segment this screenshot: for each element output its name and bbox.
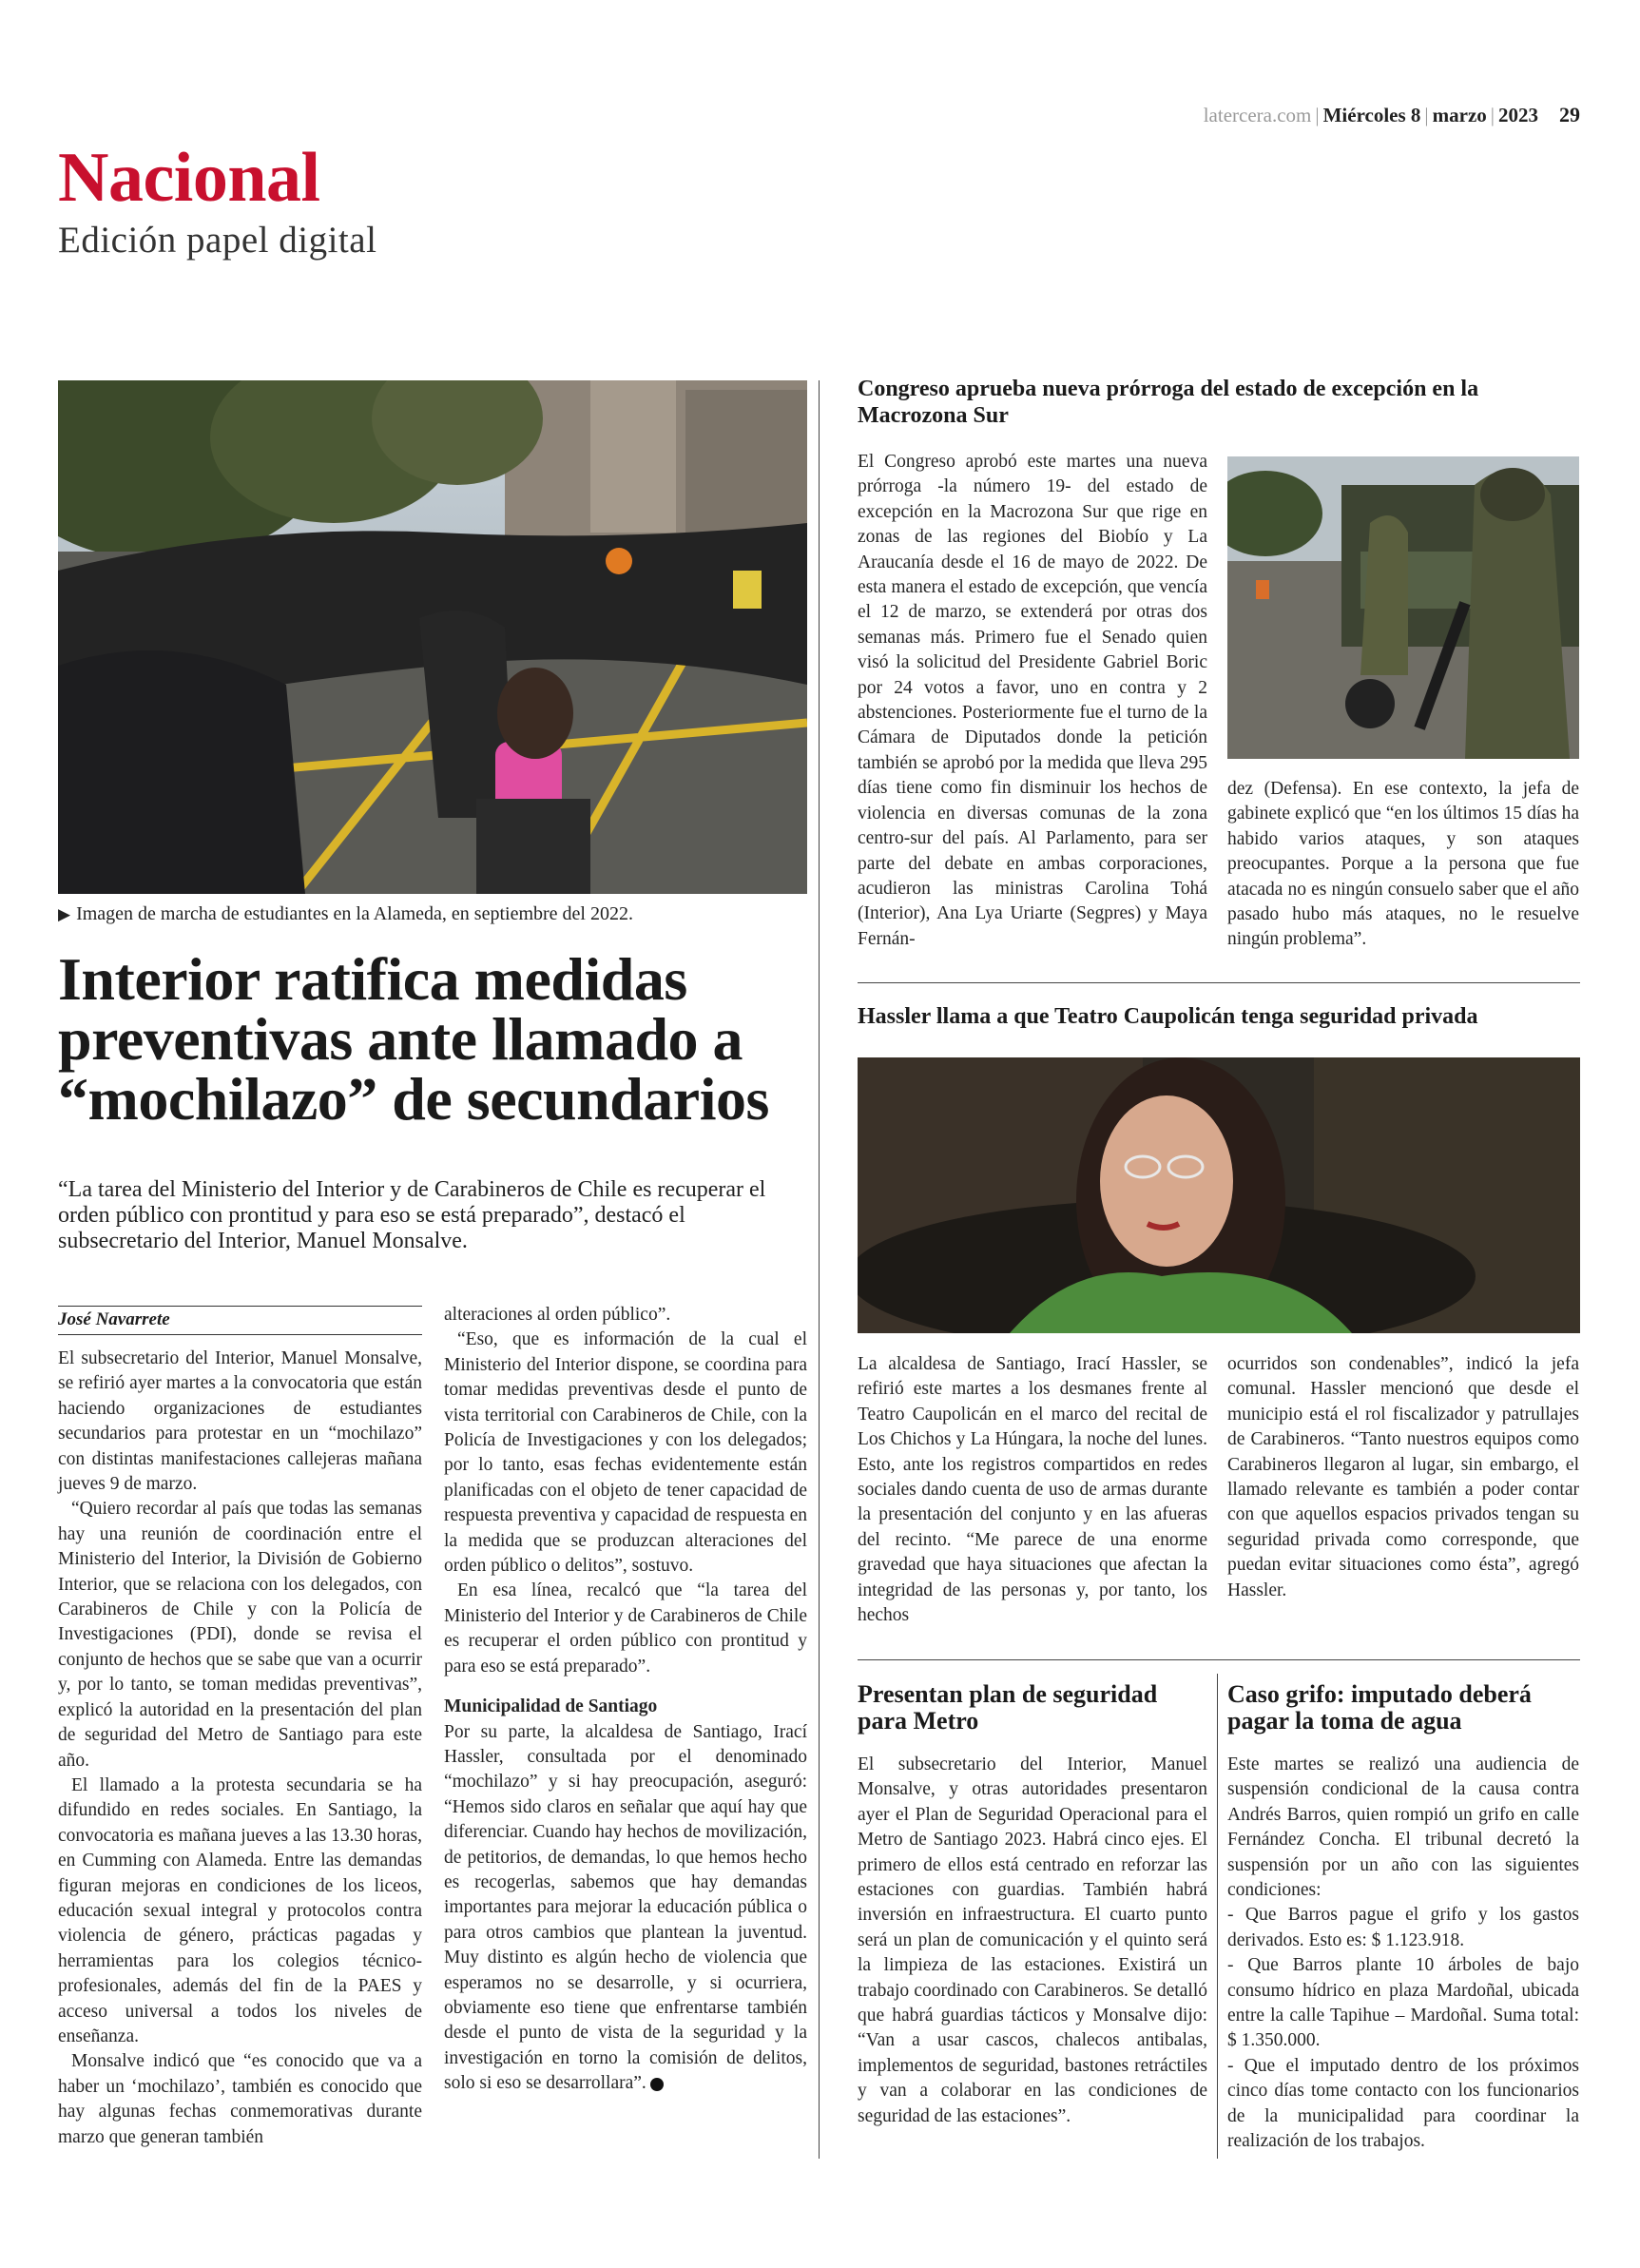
list-item: - Que el imputado dentro de los próximos cinco días tome contacto con los funcionarios de la municipalidad para coordinar la realización de los trabajos. bbox=[1227, 2055, 1579, 2152]
subhead: Municipalidad de Santiago bbox=[444, 1696, 658, 1717]
paragraph: La alcaldesa de Santiago, Irací Hassler, se refirió este martes a los desmanes frente al Teatro Caupolicán en el marco del recital de Los Chichos y La Húngara, la noche del lunes. Esto, ante los registros compartidos en redes sociales dando cuenta de uso de armas durante la presentación del conjunto y en las afueras del recinto. “Me parece de una enorme gravedad que haya situaciones que afectan la integridad de las personas y, por tanto, los hechos bbox=[858, 1354, 1207, 1626]
end-mark-icon bbox=[650, 2078, 664, 2091]
page-folio: latercera.com | Miércoles 8 | marzo | 2023 29 bbox=[1203, 103, 1580, 126]
metro-headline: Presentan plan de seguridad para Metro bbox=[858, 1680, 1158, 1735]
march-photo bbox=[58, 380, 807, 894]
page-number: 29 bbox=[1559, 103, 1580, 126]
column-divider bbox=[1217, 1674, 1218, 2159]
paragraph: ocurridos son condenables”, indicó la jefa comunal. Hassler mencionó que desde el municipio está el rol fiscalizador y patrullajes de Carabineros. “Tanto nuestros equipos como Carabineros llegaron al lugar, sin embargo, el llamado relevante es también a poder contar con que aquellos espacios privados tengan su seguridad privada como corresponde, que puedan evitar situaciones como ésta”, agregó Hassler. bbox=[1227, 1354, 1579, 1600]
paragraph: En esa línea, recalcó que “la tarea del Ministerio del Interior y de Carabineros de Chile es recuperar el orden público con prontitud y para eso se está preparado”. bbox=[444, 1580, 807, 1677]
congreso-column-2 bbox=[1227, 777, 1579, 953]
main-deck: “La tarea del Ministerio del Interior y de Carabineros de Chile es recuperar el orden público con prontitud y para eso se está preparado”, destacó el subsecretario del Interior, Manuel Monsalve. bbox=[58, 1177, 766, 1253]
main-column-1 bbox=[58, 1347, 422, 2150]
hassler-column-2 bbox=[1227, 1352, 1579, 1603]
edition-subtitle: Edición papel digital bbox=[58, 220, 377, 261]
paragraph: El subsecretario del Interior, Manuel Monsalve, y otras autoridades presentaron ayer el Plan de Seguridad Operacional para el Metro de Santiago 2023. Habrá cinco ejes. El primero de ellos está centrado en reforzar las estaciones con guardias. También habrá inversión en infraestructura. El cuarto punto será un plan de comunicación y el quinto será la limpieza de las estaciones. Existirá un trabajo coordinado con Carabineros. Se detalló que habrá guardias tácticos y Monsalve dijo: “Van a usar cascos, chalecos antibalas, implementos de seguridad, bastones retráctiles y van a colaborar en las condiciones de seguridad de las estaciones”. bbox=[858, 1754, 1207, 2126]
caption-arrow-icon: ▶ bbox=[58, 905, 71, 923]
caption-text: Imagen de marcha de estudiantes en la Alameda, en septiembre del 2022. bbox=[76, 903, 633, 924]
paragraph: “Quiero recordar al país que todas las semanas hay una reunión de coordinación entre el Ministerio del Interior, la División de Gobierno Interior, que se relaciona con los delegados, con Carabineros de Chile y con la Policía de Investigaciones (PDI), donde se revisa el conjunto de hechos que se sabe que van a ocurrir y, por lo tanto, se toman medidas preventivas”, explicó la autoridad en la presentación del plan de seguridad del Metro de Santiago para este año. bbox=[58, 1499, 422, 1771]
folio-day: Miércoles 8 bbox=[1322, 104, 1421, 126]
site-name[interactable]: latercera.com bbox=[1203, 104, 1312, 126]
paragraph: dez (Defensa). En ese contexto, la jefa de gabinete explicó que “en los últimos 15 días ha habido varios ataques, y son ataques preocupantes. Porque a la persona que fue atacada no es ningún consuelo saber que el año pasado hubo más ataques, no le resuelve ningún problema”. bbox=[1227, 779, 1579, 950]
folio-month: marzo bbox=[1432, 104, 1487, 126]
list-item: - Que Barros plante 10 árboles de bajo consumo hídrico en plaza Mardoñal, ubicada entre la calle Tapihue – Mardoñal. Suma total: $ 1.350.000. bbox=[1227, 1955, 1579, 2051]
paragraph: “Eso, que es información de la cual el Ministerio del Interior dispone, se coordina para tomar medidas preventivas desde el punto de vista territorial con Carabineros de Chile, con la Policía de Investigaciones y con los delegados; por lo tanto, esas fechas evidentemente están planificadas con el objeto de tener capacidad de respuesta preventiva y capacidad de respuesta en la medida que se produzcan alteraciones del orden público o delitos”, sostuvo. bbox=[444, 1329, 807, 1577]
photo-caption bbox=[58, 903, 807, 925]
column-divider bbox=[819, 380, 820, 2159]
byline: José Navarrete bbox=[58, 1306, 422, 1335]
section-divider bbox=[858, 1659, 1580, 1660]
main-column-2 bbox=[444, 1303, 807, 2097]
congreso-headline: Congreso aprueba nueva prórroga del estado de excepción en la Macrozona Sur bbox=[858, 377, 1479, 428]
hassler-photo bbox=[858, 1057, 1580, 1333]
hassler-column-1 bbox=[858, 1352, 1207, 1628]
section-divider bbox=[858, 982, 1580, 983]
paragraph: Por su parte, la alcaldesa de Santiago, Irací Hassler, consultada por el denominado “mochilazo” y si hay preocupación, aseguró: “Hemos sido claros en señalar que aquí hay que diferenciar. Cuando hay hechos de movilización, de petitorios, de demandas, lo que hemos hecho es recogerlas, sabemos que hay demandas importantes para mejorar la educación pública o para otros cambios que plantean la juventud. Muy distinto es algún hecho de violencia que esperamos no se desarrolle, y si ocurriera, obviamente eso tiene que enfrentarse también desde el punto de vista de la seguridad y la investigación en torno la comisión de delitos, solo si eso se desarrollara”. bbox=[444, 1721, 807, 2094]
military-photo bbox=[1227, 456, 1579, 759]
paragraph: Este martes se realizó una audiencia de suspensión condicional de la causa contra Andrés Barros, quien rompió un grifo en calle Fernández Concha. El tribunal decretó la suspensión por un año con las siguientes condiciones: bbox=[1227, 1754, 1579, 1901]
folio-year: 2023 bbox=[1498, 104, 1538, 126]
paragraph: El subsecretario del Interior, Manuel Monsalve, se refirió ayer martes a la convocatoria que están haciendo organizaciones de estudiantes secundarios para protestar en un “mochilazo” con distintas manifestaciones callejeras mañana jueves 9 de marzo. bbox=[58, 1348, 422, 1495]
section-masthead bbox=[58, 139, 377, 262]
list-item: - Que Barros pague el grifo y los gastos derivados. Esto es: $ 1.123.918. bbox=[1227, 1905, 1579, 1950]
hassler-headline: Hassler llama a que Teatro Caupolicán tenga seguridad privada bbox=[858, 1004, 1478, 1029]
paragraph: Monsalve indicó que “es conocido que va a haber un ‘mochilazo’, también es conocido que hay algunas fechas conmemorativas durante marzo que generan también bbox=[58, 2051, 422, 2147]
paragraph: alteraciones al orden público”. bbox=[444, 1305, 671, 1325]
grifo-headline: Caso grifo: imputado deberá pagar la toma de agua bbox=[1227, 1680, 1532, 1735]
paragraph: El llamado a la protesta secundaria se ha difundido en redes sociales. En Santiago, la convocatoria es mañana jueves a las 13.30 horas, en Cumming con Alameda. Entre las demandas figuran mejoras en condiciones de los liceos, educación sexual integral y protocolos contra violencia de género, prácticas pagadas y herramientas para los colegios técnico-profesionales, además del fin de la PAES y acceso universal a todos los niveles de enseñanza. bbox=[58, 1774, 422, 2046]
section-title: Nacional bbox=[58, 139, 320, 217]
grifo-column bbox=[1227, 1753, 1579, 2155]
metro-column bbox=[858, 1753, 1207, 2129]
main-headline: Interior ratifica medidas preventivas ante llamado a “mochilazo” de secundarios bbox=[58, 945, 769, 1133]
congreso-column-1 bbox=[858, 450, 1207, 952]
paragraph: El Congreso aprobó este martes una nueva prórroga -la número 19- del estado de excepción en la Macrozona Sur que rige en zonas de las regiones del Biobío y La Araucanía desde el 16 de mayo de 2022. De esta manera el estado de excepción, que vencía el 12 de marzo, se extenderá por otras dos semanas más. Primero fue el Senado quien visó la solicitud del Presidente Gabriel Boric por 24 votos a favor, uno en contra y 2 abstenciones. Posteriormente fue el turno de la Cámara de Diputados donde la petición también se aprobó por la medida que lleva 295 días tiene como fin disminuir los hechos de violencia en diversas comunas de la zona centro-sur del país. Al Parlamento, para ser parte del debate en ambas corporaciones, acudieron las ministras Carolina Tohá (Interior), Ana Lya Uriarte (Segpres) y Maya Fernán- bbox=[858, 452, 1207, 949]
